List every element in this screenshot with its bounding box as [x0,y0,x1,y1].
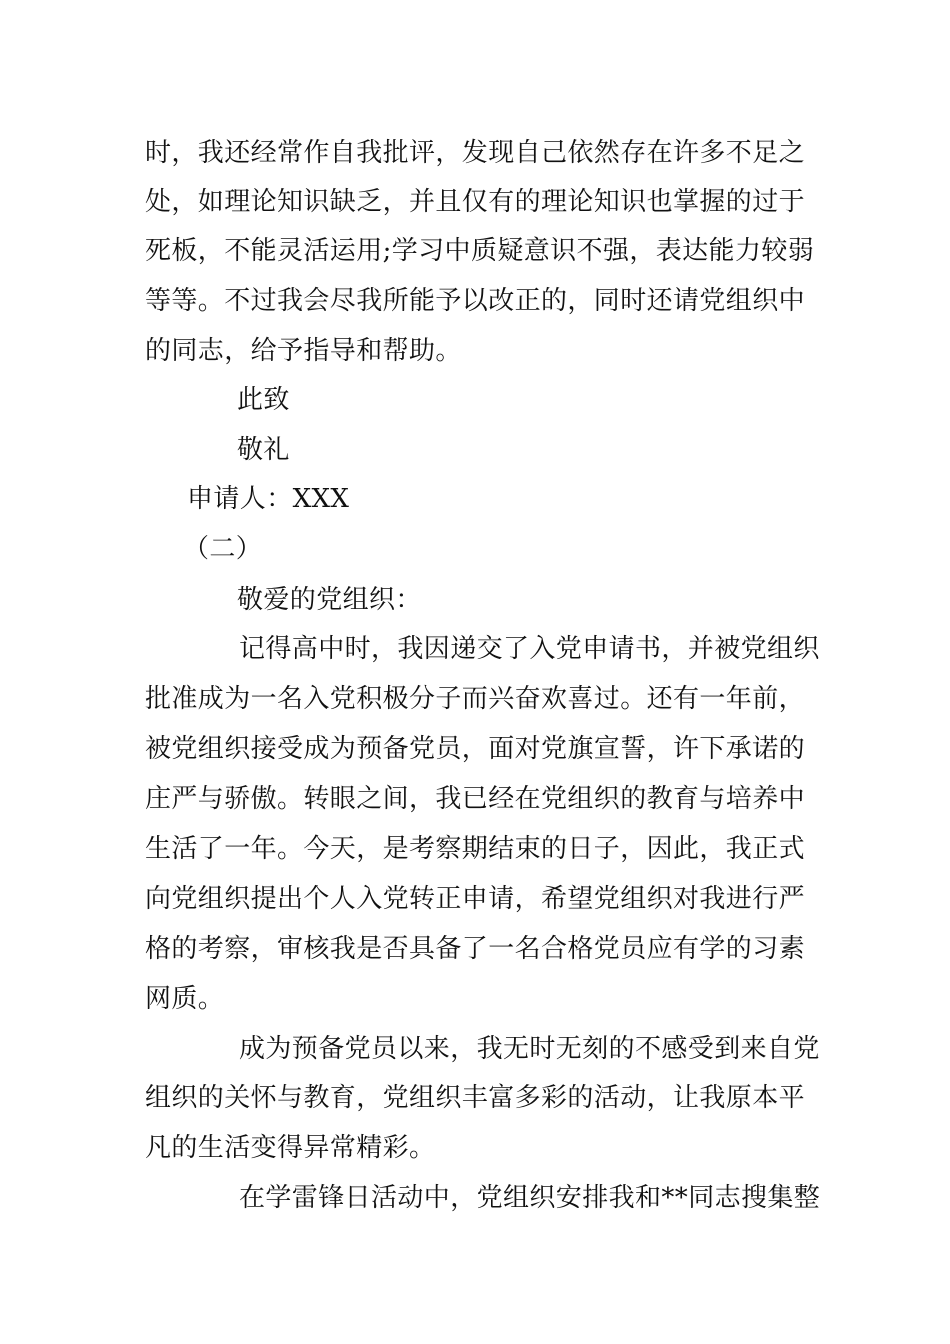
paragraph-line: 批准成为一名入党积极分子而兴奋欢喜过。还有一年前， [145,684,806,714]
paragraph-line: 死板，不能灵活运用;学习中质疑意识不强，表达能力较弱 [145,236,815,266]
paragraph-line: 格的考察，审核我是否具备了一名合格党员应有学的习素 [145,934,806,964]
paragraph-line: 被党组织接受成为预备党员，面对党旗宣誓，许下承诺的 [145,734,806,764]
paragraph-line: 处，如理论知识缺乏，并且仅有的理论知识也掌握的过于 [145,187,806,217]
paragraph-line: 在学雷锋日活动中，党组织安排我和**同志搜集整 [239,1183,821,1213]
paragraph-line: 凡的生活变得异常精彩。 [145,1133,436,1163]
paragraph-line: 组织的关怀与教育，党组织丰富多彩的活动，让我原本平 [145,1083,806,1113]
paragraph-line: 记得高中时，我因递交了入党申请书，并被党组织 [239,634,820,664]
paragraph-line: 向党组织提出个人入党转正申请，希望党组织对我进行严 [145,884,806,914]
paragraph-line: 庄严与骄傲。转眼之间，我已经在党组织的教育与培养中 [145,784,806,814]
applicant-signature: 申请人：XXX [187,484,350,514]
paragraph-line: 网质。 [145,984,225,1014]
paragraph-line: 的同志，给予指导和帮助。 [145,336,462,366]
paragraph-line: 成为预备党员以来，我无时无刻的不感受到来自党 [239,1034,820,1064]
letter-greeting: 敬爱的党组织： [237,585,422,615]
closing-salutation: 此致 [237,385,290,415]
paragraph-line: 时，我还经常作自我批评，发现自己依然存在许多不足之 [145,138,806,168]
section-number: （二） [183,534,263,564]
paragraph-line: 生活了一年。今天，是考察期结束的日子，因此，我正式 [145,834,806,864]
paragraph-line: 等等。不过我会尽我所能予以改正的，同时还请党组织中 [145,286,806,316]
closing-salutation: 敬礼 [237,435,290,465]
